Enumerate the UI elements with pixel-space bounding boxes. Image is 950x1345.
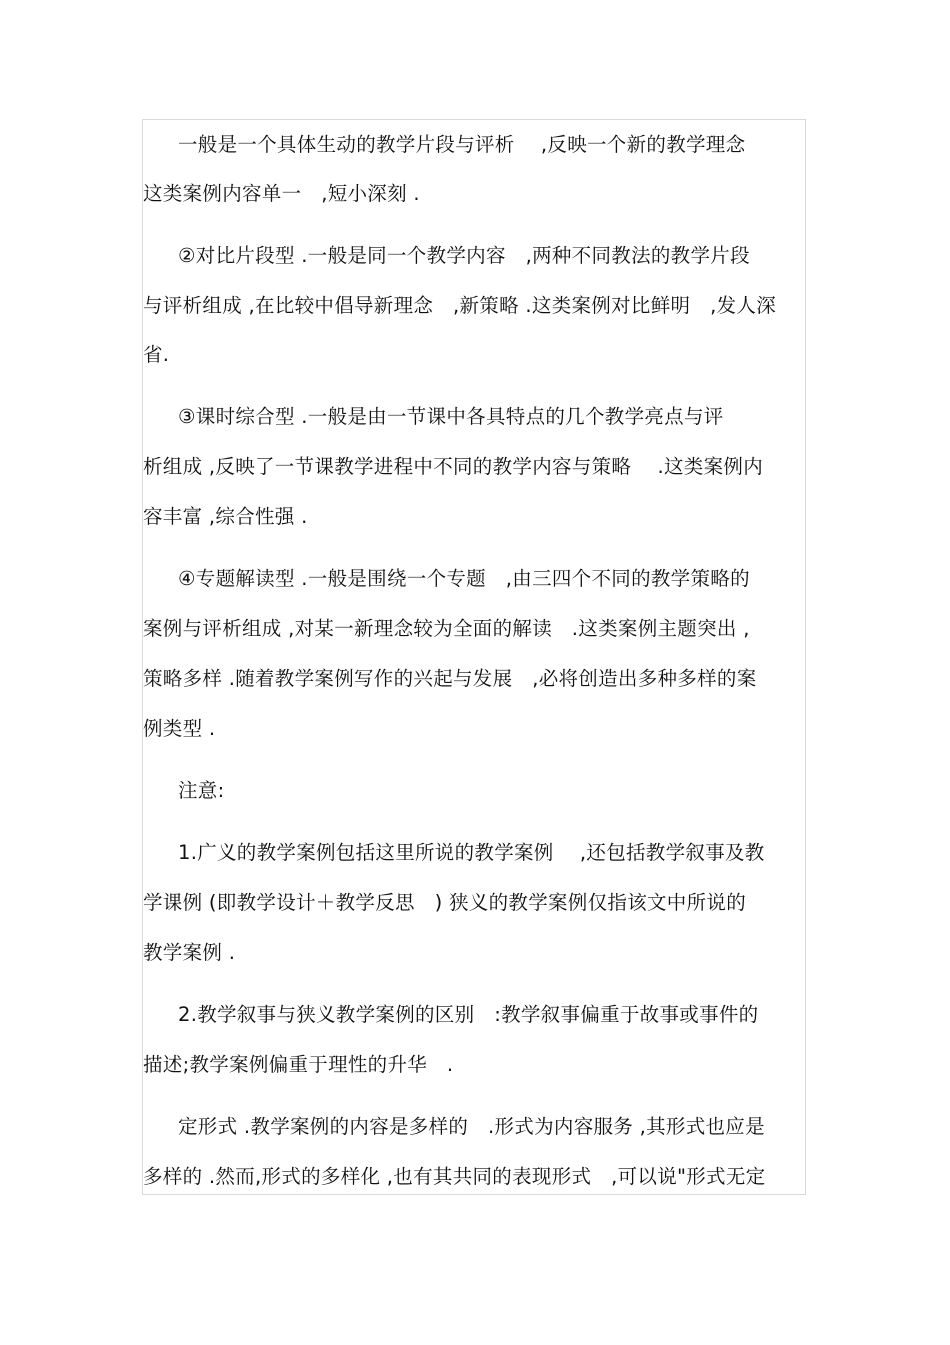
paragraph-1-line-1: 一般是一个具体生动的教学片段与评析 ,反映一个新的教学理念 — [178, 133, 746, 156]
paragraph-2-line-1: ②对比片段型 .一般是同一个教学内容 ,两种不同教法的教学片段 — [178, 244, 750, 267]
paragraph-4-line-2: 案例与评析组成 ,对某一新理念较为全面的解读 .这类案例主题突出 , — [143, 617, 750, 640]
paragraph-3-line-2: 析组成 ,反映了一节课教学进程中不同的教学内容与策略 .这类案例内 — [143, 455, 763, 478]
paragraph-6-line-3: 教学案例 . — [143, 941, 236, 964]
paragraph-3-line-3: 容丰富 ,综合性强 . — [143, 505, 308, 528]
paragraph-2-line-3: 省. — [143, 343, 170, 366]
paragraph-7-line-2: 描述;教学案例偏重于理性的升华 . — [143, 1053, 454, 1076]
paragraph-8-line-2: 多样的 .然而,形式的多样化 ,也有其共同的表现形式 ,可以说"形式无定 — [143, 1165, 766, 1188]
paragraph-7-line-1: 2.教学叙事与狭义教学案例的区别 :教学叙事偏重于故事或事件的 — [178, 1003, 759, 1026]
paragraph-5-line-1: 注意: — [178, 779, 225, 802]
page-frame — [142, 119, 806, 1195]
paragraph-4-line-1: ④专题解读型 .一般是围绕一个专题 ,由三四个不同的教学策略的 — [178, 567, 750, 590]
paragraph-6-line-2: 学课例 (即教学设计＋教学反思 ) 狭义的教学案例仅指该文中所说的 — [143, 891, 747, 914]
paragraph-4-line-3: 策略多样 .随着教学案例写作的兴起与发展 ,必将创造出多种多样的案 — [143, 667, 757, 690]
paragraph-3-line-1: ③课时综合型 .一般是由一节课中各具特点的几个教学亮点与评 — [178, 405, 724, 428]
paragraph-1-line-2: 这类案例内容单一 ,短小深刻 . — [143, 182, 420, 205]
paragraph-4-line-4: 例类型 . — [143, 717, 216, 740]
paragraph-2-line-2: 与评析组成 ,在比较中倡导新理念 ,新策略 .这类案例对比鲜明 ,发人深 — [143, 294, 776, 317]
paragraph-8-line-1: 定形式 .教学案例的内容是多样的 .形式为内容服务 ,其形式也应是 — [178, 1115, 765, 1138]
paragraph-6-line-1: 1.广义的教学案例包括这里所说的教学案例 ,还包括教学叙事及教 — [178, 841, 765, 864]
